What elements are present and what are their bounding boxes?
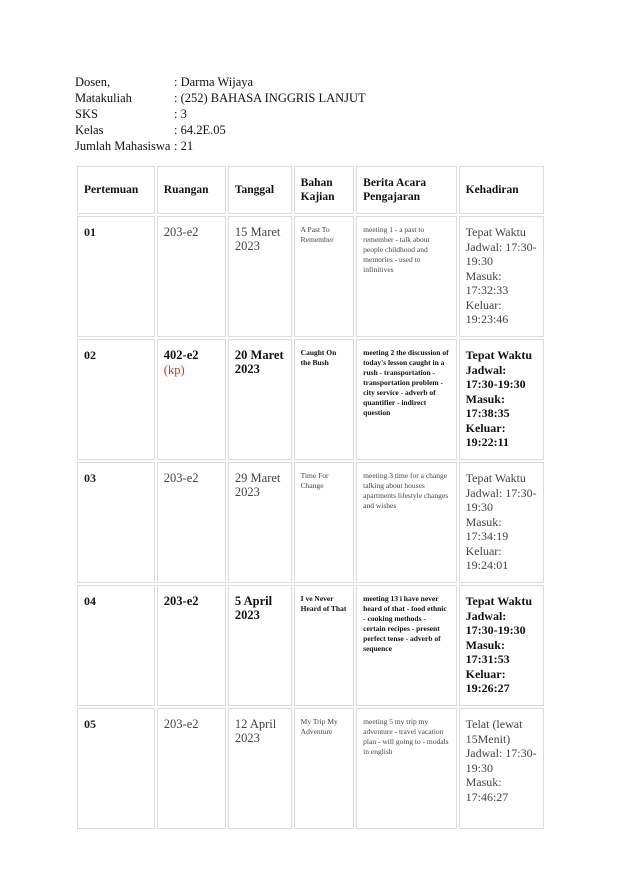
cell-tanggal: 29 Maret 2023 [228, 462, 292, 583]
header-bahan-kajian: Bahan Kajian [294, 166, 355, 214]
info-value: : Darma Wijaya [174, 75, 254, 89]
info-kelas [75, 122, 366, 138]
attendance-schedule: Jadwal: 17:30-19:30 [465, 362, 526, 391]
attendance-schedule: Jadwal: 17:30-19:30 [465, 485, 537, 514]
cell-ruangan [157, 462, 226, 583]
attendance-check-in: Masuk: 17:38:35 [465, 391, 510, 420]
header-kehadiran: Kehadiran [459, 166, 544, 214]
table-row [77, 585, 544, 706]
attendance-schedule: Jadwal: 17:30-19:30 [465, 608, 526, 637]
attendance-check-in: Masuk: 17:31:53 [465, 637, 510, 666]
attendance-schedule: Jadwal: 17:30-19:30 [465, 746, 537, 775]
cell-berita-acara: meeting 13 i have never heard of that - food ethnic - cooking methods - certain recipes - present perfect tense - adverb of sequence [356, 585, 456, 706]
attendance-check-out: Keluar: 19:22:11 [465, 420, 509, 449]
header-ruangan: Ruangan [157, 166, 226, 214]
info-value: : 3 [174, 107, 187, 121]
cell-bahan-kajian: Time For Change [294, 462, 355, 583]
cell-kehadiran [459, 339, 544, 460]
attendance-status: Tepat Waktu [465, 594, 532, 608]
ruangan-code: 203-e2 [163, 225, 199, 239]
attendance-status: Telat (lewat 15Menit) [465, 717, 523, 746]
cell-bahan-kajian: My Trip My Adventure [294, 708, 355, 829]
info-dosen [75, 74, 366, 90]
cell-tanggal: 20 Maret 2023 [228, 339, 292, 460]
attendance-check-in: Masuk: 17:46:27 [465, 775, 509, 804]
header-tanggal: Tanggal [228, 166, 292, 214]
info-label: Jumlah Mahasiswa [75, 139, 171, 153]
info-label: Kelas [75, 123, 104, 137]
info-matakuliah [75, 90, 366, 106]
cell-berita-acara: meeting 2 the discussion of today's lesson caught in a rush - transportation - transportation problem - city service - adverb of quantifier - indirect question [356, 339, 456, 460]
attendance-table [75, 164, 546, 831]
attendance-status: Tepat Waktu [465, 471, 526, 485]
table-row [77, 339, 544, 460]
attendance-check-out: Keluar: 19:24:01 [465, 543, 509, 572]
cell-pertemuan: 03 [77, 462, 155, 583]
attendance-schedule: Jadwal: 17:30-19:30 [465, 239, 537, 268]
attendance-status: Tepat Waktu [465, 225, 526, 239]
ruangan-code: 203-e2 [163, 717, 199, 731]
table-row [77, 216, 544, 337]
cell-ruangan [157, 216, 226, 337]
cell-ruangan [157, 585, 226, 706]
attendance-check-out: Keluar: 19:26:27 [465, 666, 510, 695]
ruangan-note: (kp) [163, 363, 185, 377]
attendance-check-in: Masuk: 17:34:19 [465, 514, 509, 543]
cell-berita-acara: meeting 5 my trip my adventure - travel vacation plan - will going to - modals in english [356, 708, 456, 829]
ruangan-code: 203-e2 [163, 471, 199, 485]
table-row [77, 708, 544, 829]
header-berita-acara: Berita Acara Pengajaran [356, 166, 456, 214]
ruangan-code: 402-e2 [163, 348, 199, 362]
cell-tanggal: 5 April 2023 [228, 585, 292, 706]
info-label: Dosen, [75, 75, 111, 89]
info-jumlah-mahasiswa [75, 138, 366, 154]
info-value: : (252) BAHASA INGGRIS LANJUT [174, 91, 366, 105]
cell-ruangan [157, 339, 226, 460]
table-row [77, 462, 544, 583]
cell-tanggal: 12 April 2023 [228, 708, 292, 829]
cell-berita-acara: meeting 3 time for a change talking about houses apartments lifestyle changes and wishes [356, 462, 456, 583]
cell-kehadiran [459, 462, 544, 583]
course-info [75, 74, 366, 154]
cell-berita-acara: meeting 1 - a past to remember - talk about people childhood and memories - used to infinitives [356, 216, 456, 337]
cell-kehadiran [459, 216, 544, 337]
info-value: : 21 [174, 139, 194, 153]
cell-bahan-kajian: I ve Never Heard of That [294, 585, 355, 706]
cell-pertemuan: 01 [77, 216, 155, 337]
cell-pertemuan: 04 [77, 585, 155, 706]
info-label: SKS [75, 107, 98, 121]
cell-tanggal: 15 Maret 2023 [228, 216, 292, 337]
info-label: Matakuliah [75, 91, 132, 105]
cell-bahan-kajian: A Past To Remember [294, 216, 355, 337]
info-sks [75, 106, 366, 122]
attendance-check-out: Keluar: 19:23:46 [465, 297, 509, 326]
attendance-status: Tepat Waktu [465, 348, 532, 362]
table-header-row [77, 166, 544, 214]
header-pertemuan: Pertemuan [77, 166, 155, 214]
info-value: : 64.2E.05 [174, 123, 226, 137]
cell-pertemuan: 02 [77, 339, 155, 460]
cell-kehadiran [459, 708, 544, 829]
cell-ruangan [157, 708, 226, 829]
cell-kehadiran [459, 585, 544, 706]
cell-pertemuan: 05 [77, 708, 155, 829]
cell-bahan-kajian: Caught On the Bush [294, 339, 355, 460]
attendance-check-in: Masuk: 17:32:33 [465, 268, 509, 297]
ruangan-code: 203-e2 [163, 594, 199, 608]
